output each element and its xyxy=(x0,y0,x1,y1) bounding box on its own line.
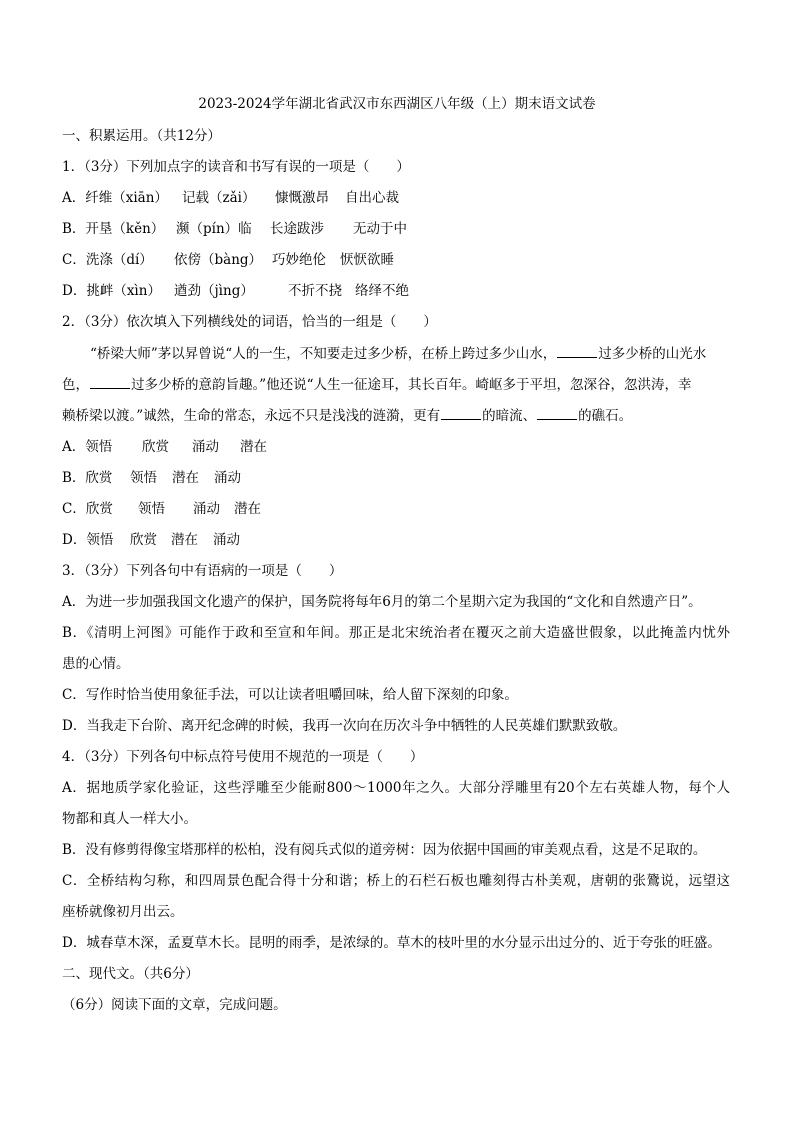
q2-c-2: 领悟 xyxy=(138,501,165,517)
q2-text-2: 过多少桥的山光水 xyxy=(598,346,707,362)
q2-d-2: 欣赏 xyxy=(130,532,157,548)
q2-a-3: 涌动 xyxy=(192,439,219,455)
q1-d-4: 络绎不绝 xyxy=(355,283,409,299)
q1-option-d xyxy=(62,282,409,300)
q4-stem: 4．（3分）下列各句中标点符号使用不规范的一项是（ ） xyxy=(62,749,424,765)
q3-option-c: C．写作时恰当使用象征手法，可以让读者咀嚼回味，给人留下深刻的印象。 xyxy=(62,687,518,703)
q1-a-3: 慷慨激昂 xyxy=(275,190,329,206)
q1-b-3: 长途跋涉 xyxy=(270,221,324,237)
q2-c-4: 潜在 xyxy=(234,501,261,517)
q1-b-2: 濒（pín）临 xyxy=(176,221,252,237)
q1-c-3: 巧妙绝伦 xyxy=(272,252,326,268)
q2-a-4: 潜在 xyxy=(240,439,267,455)
q4-option-c-line-1: C．全桥结构匀称，和四周景色配合得十分和谐；桥上的石栏石板也雕刻得古朴美观，唐朝的张鷟说，远望这 xyxy=(62,873,730,889)
q2-b-2: 领悟 xyxy=(130,470,157,486)
q2-option-a xyxy=(62,438,267,456)
q3-stem: 3．（3分）下列各句中有语病的一项是（ ） xyxy=(62,563,343,579)
q5-stem: （6分）阅读下面的文章，完成问题。 xyxy=(62,997,287,1013)
q2-option-d xyxy=(62,531,240,549)
q2-passage-line-1 xyxy=(90,344,706,363)
q2-text-4: 过多少桥的意韵旨趣。”他还说“人生一征途耳，其长百年。崎岖多于平坦，忽深谷，忽洪涛，幸 xyxy=(131,377,692,393)
q4-option-d: D．城春草木深，孟夏草木长。昆明的雨季，是浓绿的。草木的枝叶里的水分显示出过分的、近于夸张的旺盛。 xyxy=(62,935,721,951)
q1-c-2: 依傍（bàng） xyxy=(174,252,263,268)
q3-option-b-line-2: 患的心情。 xyxy=(62,656,130,672)
q3-option-b-line-1: B．《清明上河图》可能作于政和至宣和年间。那正是北宋统治者在覆灭之前大造盛世假象，以此掩盖内忧外 xyxy=(62,625,730,641)
q2-passage-line-3 xyxy=(62,406,632,425)
q1-d-3: 不折不挠 xyxy=(288,283,342,299)
q2-c-1: C．欣赏 xyxy=(62,501,113,517)
q2-option-c xyxy=(62,500,261,518)
q2-blank-1 xyxy=(557,344,597,358)
q1-a-2: 记载（zǎi） xyxy=(182,190,256,206)
q4-option-b: B．没有修剪得像宝塔那样的松柏，没有阅兵式似的道旁树：因为依据中国画的审美观点看，这是不足取的。 xyxy=(62,842,707,858)
q1-b-4: 无动于中 xyxy=(353,221,407,237)
q1-a-4: 自出心裁 xyxy=(345,190,399,206)
q3-option-d: D．当我走下台阶、离开纪念碑的时候，我再一次向在历次斗争中牺牲的人民英雄们默默致敬。 xyxy=(62,718,627,734)
q2-c-3: 涌动 xyxy=(193,501,220,517)
q2-text-6: 的暗流、 xyxy=(482,408,537,424)
q2-a-2: 欣赏 xyxy=(142,439,169,455)
q4-option-a-line-2: 物都和真人一样大小。 xyxy=(62,811,197,827)
q1-option-b xyxy=(62,220,407,238)
q2-option-b xyxy=(62,469,241,487)
q2-stem: 2．（3分）依次填入下列横线处的词语，恰当的一组是（ ） xyxy=(62,314,437,330)
q2-d-4: 涌动 xyxy=(213,532,240,548)
q2-text-7: 的礁石。 xyxy=(578,408,633,424)
q1-b-1: B．开垦（kěn） xyxy=(62,221,165,237)
q2-blank-2 xyxy=(90,375,130,389)
q2-blank-3 xyxy=(441,406,481,420)
q1-d-2: 遒劲（jìng） xyxy=(174,283,254,299)
q2-text-5: 赖桥梁以渡。”诚然，生命的常态，永远不只是浅浅的涟漪，更有 xyxy=(62,408,441,424)
q3-option-a: A．为进一步加强我国文化遗产的保护，国务院将每年6月的第二个星期六定为我国的“文化和自然遗产日”。 xyxy=(62,594,702,610)
q4-option-c-line-2: 座桥就像初月出云。 xyxy=(62,904,184,920)
q1-stem: 1．（3分）下列加点字的读音和书写有误的一项是（ ） xyxy=(62,159,410,175)
section-two-heading: 二、现代文。（共6分） xyxy=(62,966,199,982)
q1-d-1: D．挑衅（xìn） xyxy=(62,283,161,299)
q2-a-1: A．领悟 xyxy=(62,439,113,455)
q2-text-3: 色， xyxy=(62,377,89,393)
q2-b-4: 涌动 xyxy=(214,470,241,486)
q2-b-1: B．欣赏 xyxy=(62,470,113,486)
q1-option-c xyxy=(62,251,394,269)
q4-option-a-line-1: A．据地质学家化验证，这些浮雕至少能耐800～1000年之久。大部分浮雕里有20个左右英雄人物，每个人 xyxy=(62,780,730,796)
q1-a-1: A．纤维（xiān） xyxy=(62,190,168,206)
q2-text-1: “桥梁大师”茅以昇曾说“人的一生，不知要走过多少桥，在桥上跨过多少山水， xyxy=(90,346,557,362)
q2-d-3: 潜在 xyxy=(171,532,198,548)
section-one-heading: 一、积累运用。（共12分） xyxy=(62,128,221,144)
q2-blank-4 xyxy=(537,406,577,420)
q1-c-4: 恹恹欲睡 xyxy=(340,252,394,268)
q2-b-3: 潜在 xyxy=(172,470,199,486)
q1-c-1: C．洗涤（dí） xyxy=(62,252,153,268)
q2-passage-line-2 xyxy=(62,375,692,394)
exam-title: 2023-2024学年湖北省武汉市东西湖区八年级（上）期末语文试卷 xyxy=(198,96,596,112)
q2-d-1: D．领悟 xyxy=(62,532,114,548)
q1-option-a xyxy=(62,189,399,207)
